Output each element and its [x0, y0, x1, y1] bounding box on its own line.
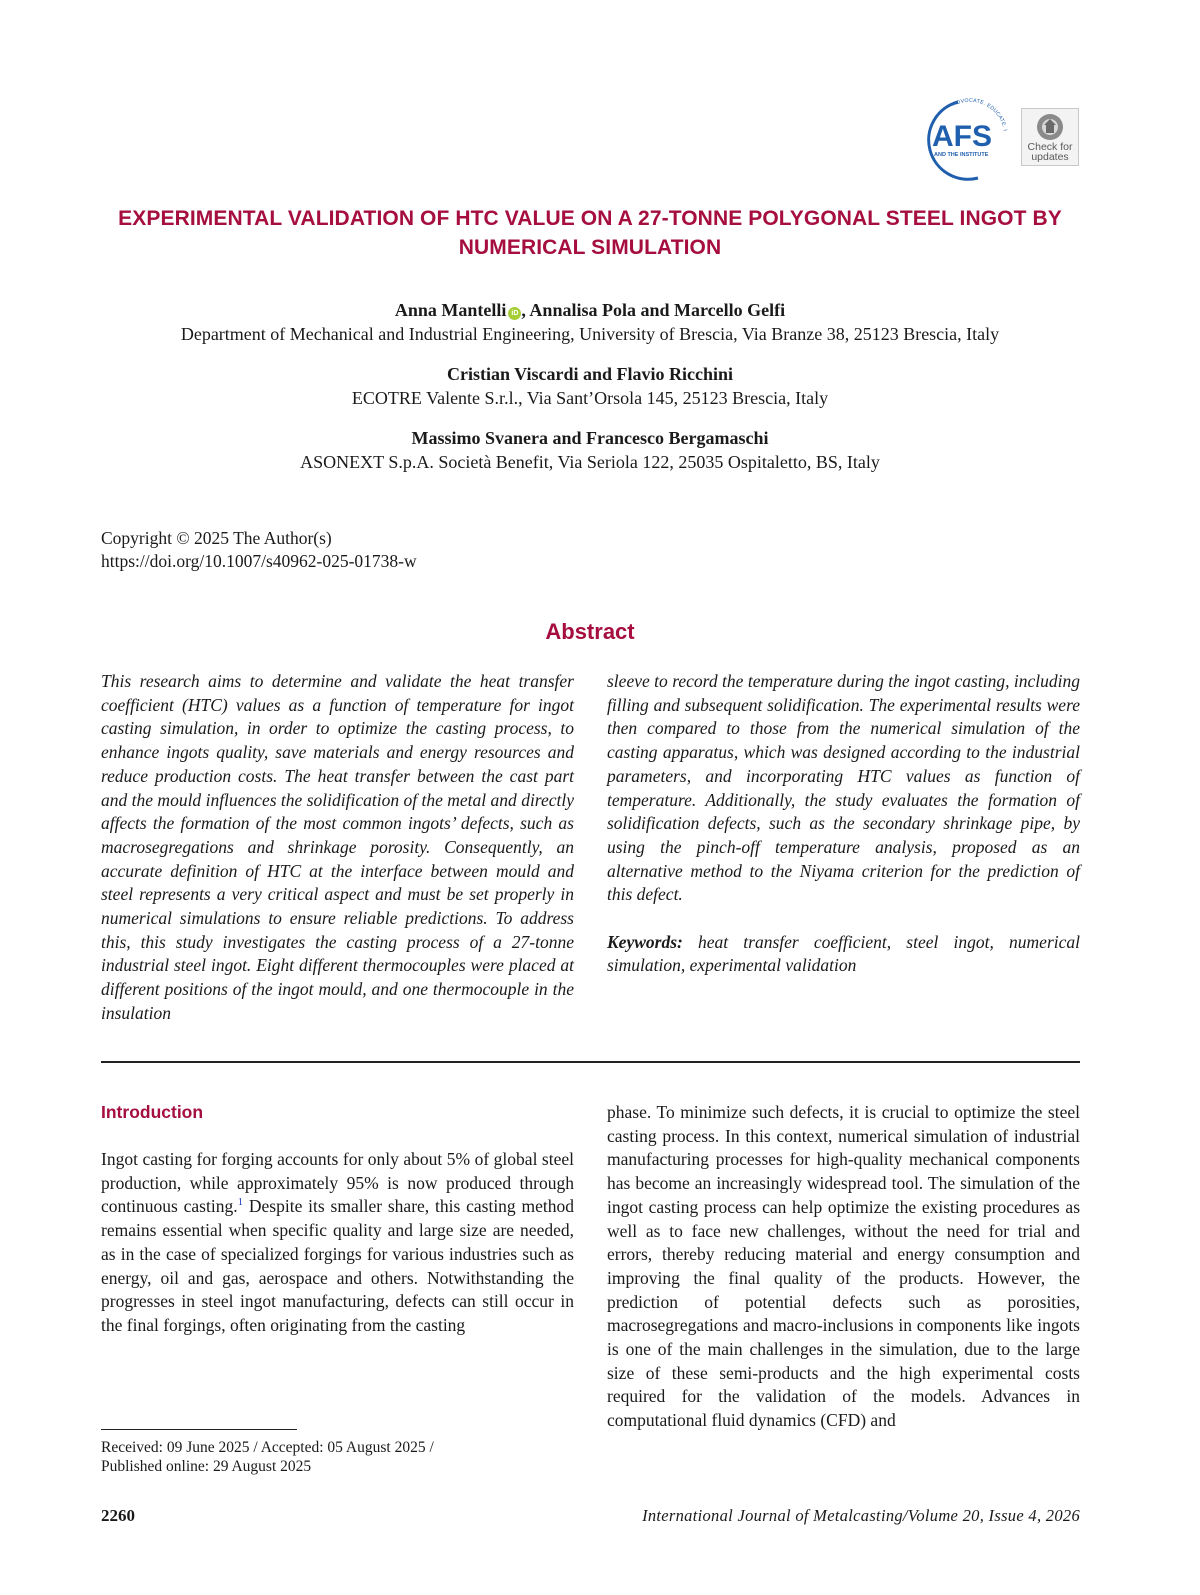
afs-text: AFS: [932, 120, 992, 153]
abstract-divider: [101, 1061, 1080, 1063]
received-dates: [101, 1438, 521, 1476]
doi-link[interactable]: https://doi.org/10.1007/s40962-025-01738-w: [101, 551, 417, 571]
check-label-2: updates: [1031, 151, 1069, 163]
introduction-text-left: [101, 1148, 574, 1338]
introduction-heading: Introduction: [101, 1102, 204, 1122]
footnote-divider: [101, 1429, 297, 1430]
check-for-updates-badge[interactable]: [1021, 108, 1079, 166]
affiliation-2: ECOTRE Valente S.r.l., Via Sant’Orsola 145, 25123 Brescia, Italy: [351, 388, 829, 408]
intro-text-part-2: Despite its smaller share, this casting method remains essential when specific quality and large size are needed, as in the case of specialized forgings for various industries such as energy, oil and gas, aerospace and others. Notwithstanding the progresses in steel ingot manufacturing, defects can still occur in the final forgings, often originating from the casting: [101, 1196, 574, 1335]
affiliation-1: Department of Mechanical and Industrial Engineering, University of Brescia, Via Branze 38, 25123 Brescia, Italy: [180, 324, 1000, 344]
abstract-heading: Abstract: [545, 619, 635, 644]
published-online-line: Published online: 29 August 2025: [101, 1458, 312, 1475]
journal-footer: International Journal of Metalcasting/Volume 20, Issue 4, 2026: [642, 1506, 1080, 1525]
author-line-1: [60, 298, 1120, 322]
received-accepted-line: Received: 09 June 2025 / Accepted: 05 August 2025 /: [101, 1439, 434, 1456]
check-label-1: Check for: [1027, 141, 1073, 153]
authors-group-1-rest: , Annalisa Pola and Marcello Gelfi: [521, 300, 786, 320]
reference-1-link[interactable]: 1: [237, 1196, 244, 1209]
keywords-list: heat transfer coefficient, steel ingot, numerical simulation, experimental validation: [607, 931, 1081, 976]
author-anna-mantelli[interactable]: Anna Mantelli: [394, 300, 507, 320]
abstract-right-column: [607, 670, 1080, 978]
paper-title: EXPERIMENTAL VALIDATION OF HTC VALUE ON A 27-TONNE POLYGONAL STEEL INGOT BY NUMERICAL SIMULATION: [118, 207, 1062, 259]
introduction-text-right: phase. To minimize such defects, it is crucial to optimize the steel casting process. In this context, numerical simulation of industrial manufacturing processes for high-quality mechanical components has become an increasingly widespread tool. The simulation of the ingot casting process can help optimize the existing procedures as well as to face new challenges, without the need for trial and errors, thereby reducing material and energy consumption and improving the final quality of the products. However, the prediction of potential defects such as porosities, macrosegregations and macro-inclusions in components like ingots is one of the main challenges in the simulation, due to the large size of these semi-products and the high experimental costs required for the validation of the models. Advances in computational fluid dynamics (CFD) and: [607, 1102, 1080, 1431]
abstract-text-left: This research aims to determine and validate the heat transfer coefficient (HTC) values as a function of temperature for ingot casting simulation, in order to optimize the casting process, to enhance ingots quality, save materials and energy resources and reduce production costs. The heat transfer between the cast part and the mould influences the solidification of the metal and directly affects the formation of the most common ingots’ defects, such as macrosegregations and shrinkage porosity. Consequently, an accurate definition of HTC at the interface between mould and steel represents a very critical aspect and must be set properly in numerical simulations to ensure reliable predictions. To address this, this study investigates the casting process of a 27-tonne industrial steel ingot. Eight different thermocouples were placed at different positions of the ingot mould, and one thermocouple in the insulation: [101, 671, 574, 1023]
page-number: 2260: [101, 1506, 135, 1525]
keywords-label: Keywords:: [607, 931, 683, 952]
afs-tagline: AND THE INSTITUTE: [934, 152, 989, 158]
copyright-block: [101, 527, 417, 573]
intro-text-part-1: Ingot casting for forging accounts for only about 5% of global steel production, while approximately 95% is now produced through continuous casting.: [101, 1149, 574, 1217]
check-for-updates-icon: [1035, 112, 1065, 142]
affiliation-3: ASONEXT S.p.A. Società Benefit, Via Seriola 122, 25035 Ospitaletto, BS, Italy: [300, 452, 880, 472]
copyright-notice: Copyright © 2025 The Author(s): [101, 528, 332, 548]
afs-logo: [918, 96, 1022, 182]
afs-arc-text: ADVOCATE. EDUCATE. I: [952, 97, 1008, 132]
orcid-icon[interactable]: iD: [508, 307, 521, 320]
keywords: [607, 931, 1080, 978]
author-line-3: Massimo Svanera and Francesco Bergamaschi: [411, 428, 769, 448]
abstract-text-right: sleeve to record the temperature during the ingot casting, including filling and subsequent solidification. The experimental results were then compared to those from the numerical simulation of the casting apparatus, which was designed according to the industrial parameters, and incorporating HTC values as function of temperature. Additionally, the study evaluates the formation of solidification defects, such as the secondary shrinkage pipe, by using the pinch-off temperature analysis, proposed as an alternative method to the Niyama criterion for the prediction of this defect.: [607, 671, 1080, 905]
author-line-2: Cristian Viscardi and Flavio Ricchini: [446, 364, 734, 384]
